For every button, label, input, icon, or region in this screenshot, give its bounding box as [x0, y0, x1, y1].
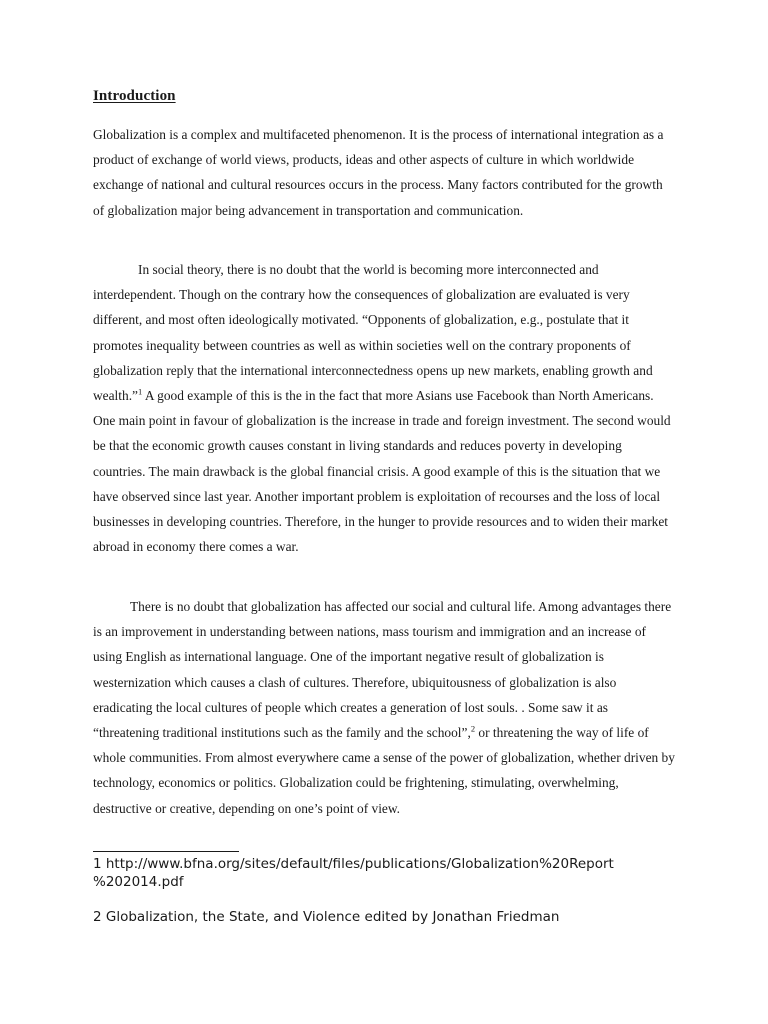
- footnote-separator: [93, 851, 239, 852]
- paragraph-3-text-a: There is no doubt that globalization has affected our social and cultural life. Among advantages there is an improvement in understanding between nations, mass tourism and immigration and an increase of using English as international language. One of the important negative result of globalization is westernization which causes a clash of cultures. Therefore, ubiquitousness of globalization is also eradicating the local cultures of people which creates a generation of lost souls. . Some saw it as “threatening traditional institutions such as the family and the school”,: [93, 599, 672, 741]
- paragraph-2-text-b: A good example of this is the in the fact that more Asians use Facebook than North Americans. One main point in favour of globalization is the increase in trade and foreign investment. The second would be that the economic growth causes constant in living standards and reduces poverty in developing countries. The main drawback is the global financial crisis. A good example of this is the situation that we have observed since last year. Another important problem is exploitation of recourses and the loss of local businesses in developing countries. Therefore, in the hunger to provide resources and to widen their market abroad in economy there comes a war.: [93, 388, 671, 555]
- footnote-ref-1: 1: [137, 386, 143, 397]
- section-heading: Introduction: [93, 88, 176, 104]
- footnote-2: [93, 908, 677, 926]
- footnote-1: [93, 855, 677, 891]
- paragraph-2: [93, 257, 677, 559]
- paragraph-3: [93, 594, 677, 821]
- footnote-1-line-2: %202014.pdf: [93, 874, 184, 890]
- paragraph-2-text-a: In social theory, there is no doubt that the world is becoming more interconnected and interdependent. Though on the contrary how the consequences of globalization are evaluated is very different, and most often ideologically motivated. “Opponents of globalization, e.g., postulate that it promotes inequality between countries as well as within societies well on the contrary proponents of globalization reply that the international interconnectedness opens up new markets, enabling growth and wealth.”: [93, 262, 653, 404]
- paragraph-3-text-b: or threatening the way of life of whole communities. From almost everywhere came a sense of the power of globalization, whether driven by technology, economics or politics. Globalization could be frightening, stimulating, overwhelming, destructive or creative, depending on one’s point of view.: [93, 725, 675, 816]
- footnote-1-line-1: 1 http://www.bfna.org/sites/default/files/publications/Globalization%20Report: [93, 856, 614, 872]
- footnote-ref-2: 2: [470, 723, 476, 734]
- paragraph-1-text: Globalization is a complex and multifaceted phenomenon. It is the process of international integration as a product of exchange of world views, products, ideas and other aspects of culture in which worldwide exchange of national and cultural resources occurs in the process. Many factors contributed for the growth of globalization major being advancement in transportation and communication.: [93, 127, 664, 218]
- paragraph-1: [93, 122, 677, 223]
- footnote-2-text: 2 Globalization, the State, and Violence edited by Jonathan Friedman: [93, 909, 560, 925]
